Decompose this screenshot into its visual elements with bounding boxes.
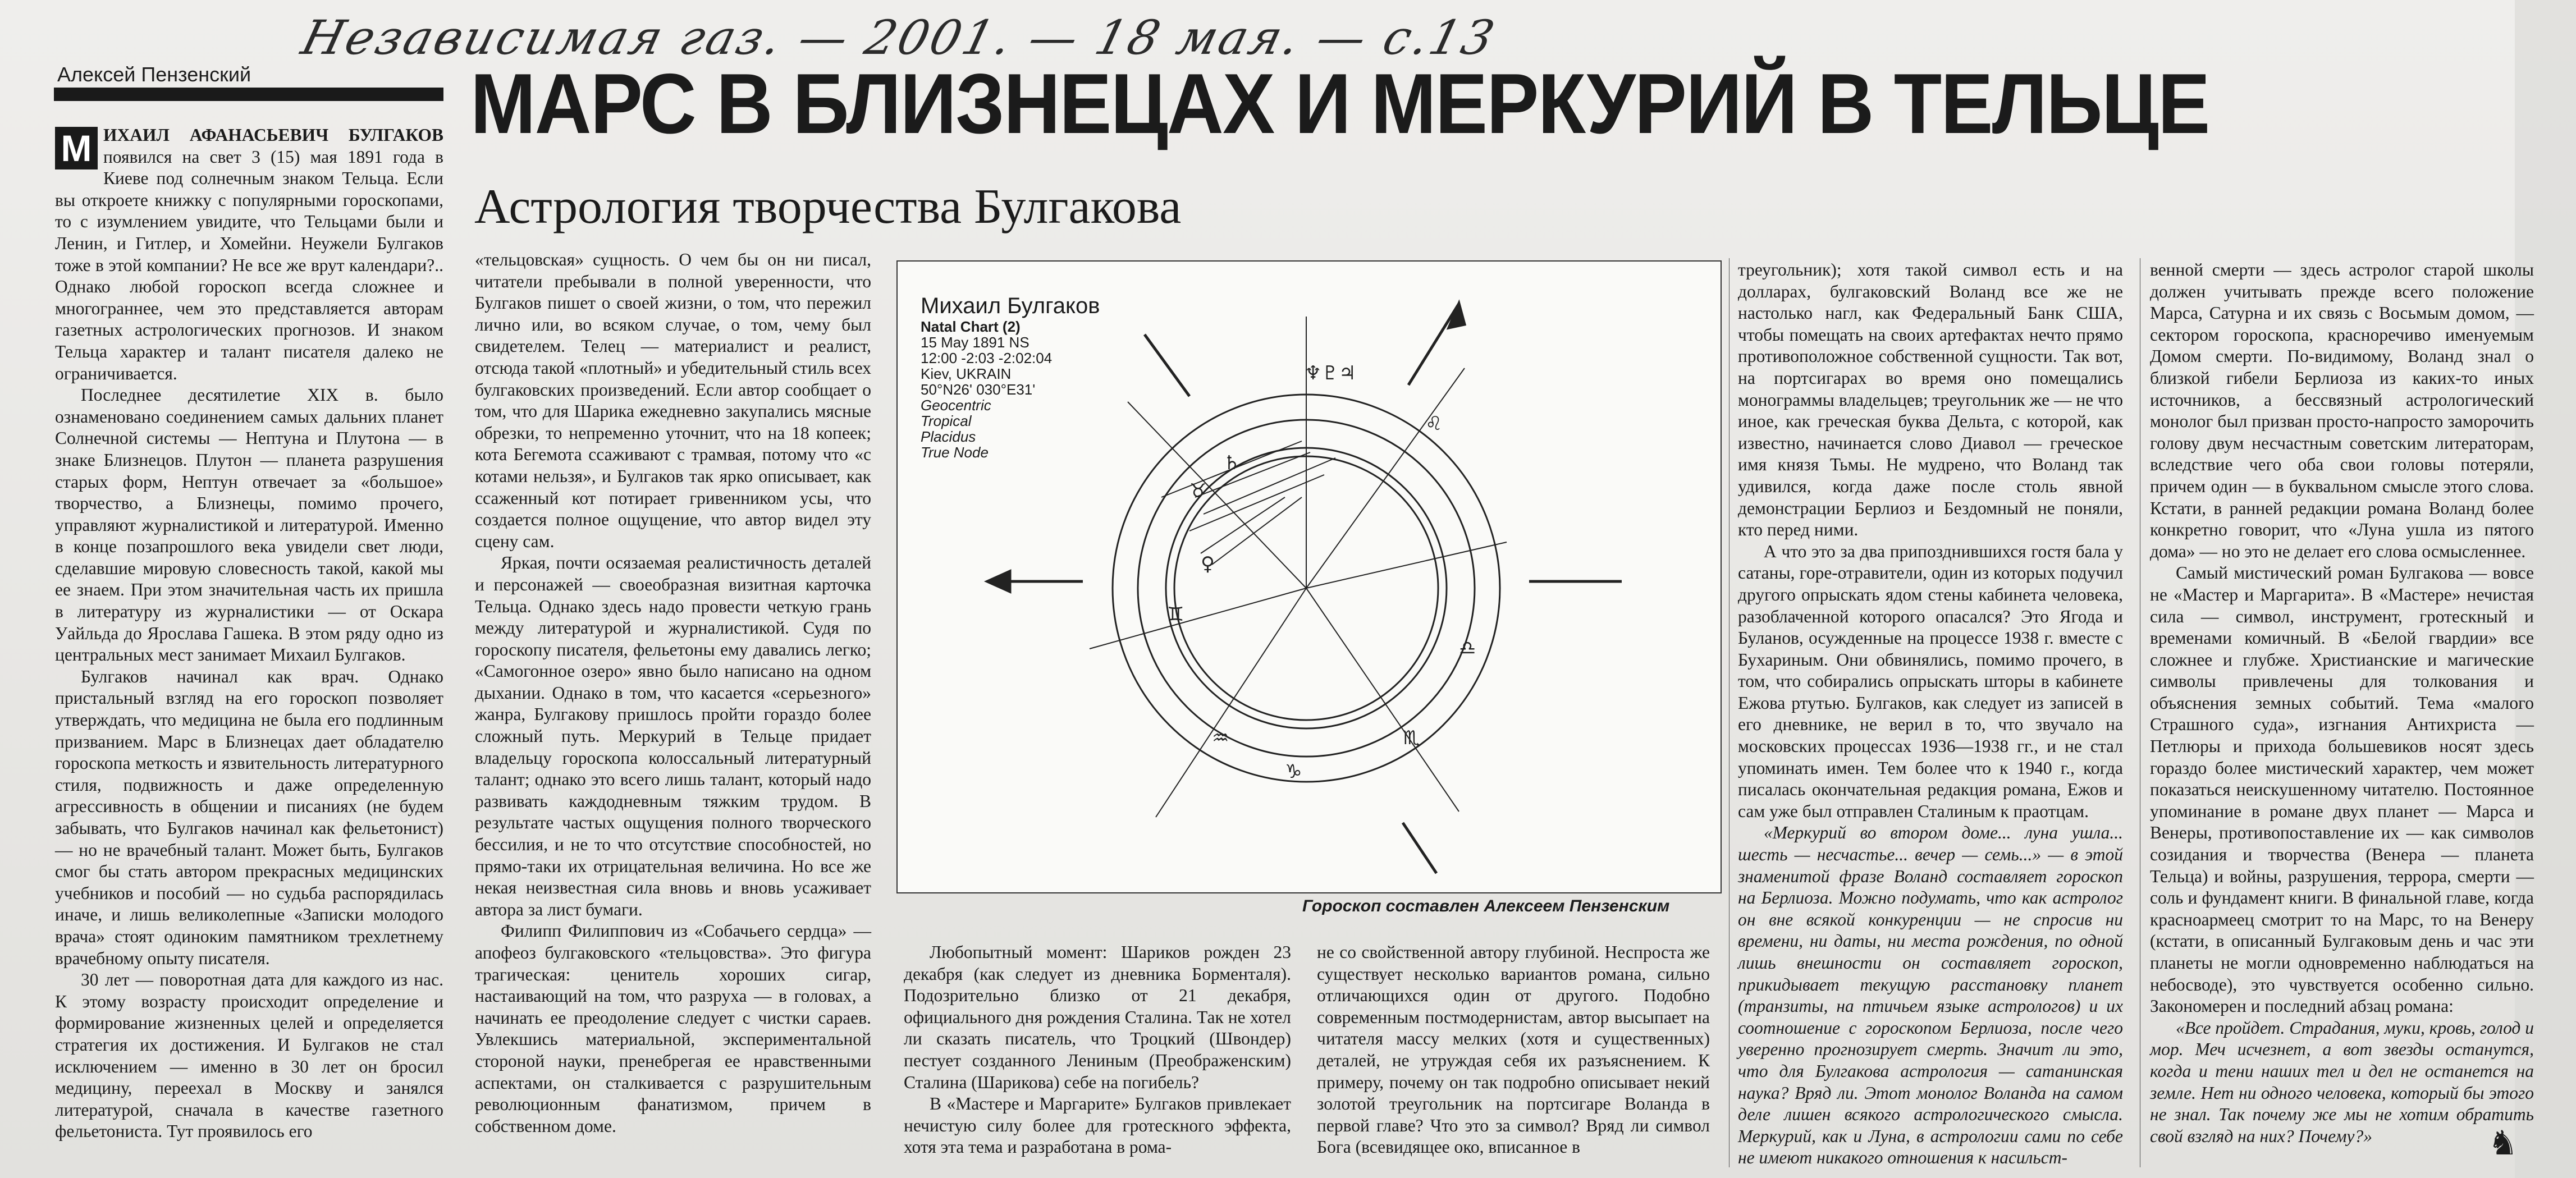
svg-text:♒: ♒ [1212, 727, 1229, 749]
paragraph: В «Мастере и Маргарите» Булгаков привлекает нечистую силу более для гротескного эффекта, хотя эта тема и разработана в рома- [904, 1094, 1291, 1157]
paragraph [55, 125, 443, 384]
paragraph-text: появился на свет 3 (15) мая 1891 года в Киеве под солнечным знаком Тельца. Если вы откроете книжку с популярными гороскопами, то с изумлением увидите, что Тельцами были и Ленин, и Гитлер, и Хомейни. Неужели Булгаков тоже в этой компании? Не все же врут календари?.. Однако любой гороскоп всегда сложнее и многограннее, чем это представляется авторам газетных астрологических прогнозов. И знаком Тельца характер и талант писателя далеко не ограничивается. [55, 146, 443, 383]
paragraph: Яркая, почти осязаемая реалистичность деталей и персонажей — своеобразная визитная карточка Тельца. Однако здесь надо провести четкую грань между литературой и журналистикой. Судя по гороскопу писателя, фельетоны ему давались легко; «Самогонное озеро» явно было написано на одном дыхании. Однако в том, что касается «серьезного» жанра, Булгакову пришлось пройти гораздо более сложный путь. Меркурий в Тельце придает владельцу гороскопа колоссальный литературный талант; однако это всего лишь талант, который надо развивать каждодневным тяжким трудом. В результате частых ощущения полного творческого бессилия, и не то что отсутствие способностей, но прямо-таки их отрицательная величина. Но все же некая неизвестная сила вновь и вновь усаживает автора за лист бумаги. [475, 553, 871, 919]
chart-coords: 50°N26' 030°E31' [921, 381, 1036, 398]
chart-option: Tropical [921, 412, 972, 429]
svg-text:♎: ♎ [1459, 637, 1476, 659]
handwritten-source-note: Независимая газ. — 2001. — 18 мая. — с.13 [296, 10, 1502, 65]
svg-text:♌: ♌ [1425, 412, 1443, 435]
paragraph: треугольник); хотя такой символ есть и на долларах, булгаковский Воланд все же не настолько нагл, как Федеральный Банк США, чтобы помещать на своих артефактах нечто прямо противоположное собственной сущности. Так вот, на портсигарах во время оно помещались монограммы владельцев; треугольник же — не что иное, как греческая буква Дельта, с которой, как известно, начинается слово Диавол — греческое имя князя Тьмы. Не мудрено, что Воланд так удивился, когда даже после столь явной демонстрации Берлиоз и Бездомный не поняли, кто перед ними. [1738, 260, 2123, 540]
column-3 [904, 942, 1291, 1158]
natal-chart-info [921, 293, 1100, 460]
chart-option: True Node [921, 444, 989, 461]
chart-title: Natal Chart (2) [921, 318, 1021, 335]
svg-text:♊: ♊ [1167, 603, 1184, 626]
chart-place: Kiev, UKRAIN [921, 365, 1012, 382]
column-6 [2150, 259, 2534, 1147]
paragraph: венной смерти — здесь астролог старой школы должен учитывать прежде всего положение Марса, Сатурна и их связь с Восьмым домом, — сектором гороскопа, красноречиво именуемым Домом смерти. По-видимому, Воланд знал о близкой гибели Берлиоза из каких-то иных источников, а бессвязный астрологический монолог был призван просто-напросто заморочить голову двум несчастным советским литераторам, вследствие чего оба свои головы потеряли, причем один — в буквальном смысле этого слова. Кстати, в ранней редакции романа Воланд более конкретно говорит, что «Луна ушла из пятого дома» — но это не делает его слова осмысленнее. [2150, 260, 2534, 561]
author-byline: Алексей Пензенский [57, 63, 251, 86]
chart-option: Geocentric [921, 397, 991, 414]
column-5 [1738, 259, 2123, 1169]
paragraph: А что это за два припозднившихся гостя бала у сатаны, горе-отравители, один из которых подучил другого опрыскать ядом стены кабинета человека, разоблаченной которого опасался? Это Ягода и Буланов, осужденные на процессе 1938 г. вместе с Бухариным. Они обвинялись, помимо прочего, в том, что собирались опрыскать шторы в кабинете Ежова ртутью. Булгаков, как следует из записей в его дневнике, не верил в то, что звучало на московских процессах 1936—1938 гг., и не стал упоминать имен. Тем более что к 1940 г., когда писалась окончательная редакция романа, Ежов и сам уже был отправлен Сталиным к праотцам. [1738, 541, 2123, 821]
chart-option: Placidus [921, 428, 976, 445]
paragraph: Любопытный момент: Шариков рожден 23 декабря (как следует из дневника Борменталя). Подозрительно близко от 21 декабря, официального дня рождения Сталина. Так не хотел ли сказать писатель, что Троцкий (Швондер) пестует созданного Лениным (Преображенским) Сталина (Шарикова) себе на погибель? [904, 942, 1291, 1092]
chart-date: 15 May 1891 NS [921, 334, 1030, 351]
headline: МАРС В БЛИЗНЕЦАХ И МЕРКУРИЙ В ТЕЛЬЦЕ [470, 56, 2209, 152]
pegasus-logo-icon: ♞ [2488, 1125, 2518, 1162]
paragraph: «тельцовская» сущность. О чем бы он ни писал, читатели пребывали в полной уверенности, что Булгаков пишет о своей жизни, о том, что пережил лично или, во всяком случае, о том, чему был свидетелем. Телец — материалист и реалист, отсюда такой «плотный» и убедительный стиль всех булгаковских произведений. Если автор сообщает о том, что для Шарика ежедневно закупались мясные обрезки, то непременно уточнит, что на 18 копеек; кота Бегемота ссаживают с трамвая, потому что «с котами нельзя», и Булгаков так ярко описывает, как ссаженный кот потирает гривенником усы, что создается полное ощущение, что автор видел эту сцену сам. [475, 250, 871, 551]
svg-text:♀: ♀ [1201, 553, 1215, 575]
column-2 [475, 249, 871, 1137]
author-rule [54, 88, 443, 101]
paragraph: 30 лет — поворотная дата для каждого из нас. К этому возрасту происходит определение и формирование жизненных целей и определяется стратегия их достижения. И Булгаков не стал исключением — именно в 30 лет он бросил медицину, переехал в Москву и занялся литературой, сначала в качестве газетного фельетониста. Тут проявилось его [55, 970, 443, 1142]
subtitle: Астрология творчества Булгакова [474, 180, 1182, 234]
svg-text:♑: ♑ [1285, 760, 1302, 783]
svg-text:♏: ♏ [1403, 727, 1420, 749]
svg-text:♄: ♄ [1223, 452, 1241, 474]
paragraph: не со свойственной автору глубиной. Неспроста же существует несколько вариантов романа, сильно отличающихся один от другого. Подобно современным постмодернистам, автор высыпает на читателя массу мелких (хотя и существенных) деталей, не утруждая себя их разъяснением. К примеру, почему он так подробно описывает некий золотой треугольник на портсигаре Воланда в первой главе? Что это за символ? Вряд ли символ Бога (всевидящее око, вписанное в [1317, 942, 1710, 1157]
svg-text:♆♇♃: ♆♇♃ [1305, 362, 1356, 384]
chart-time: 12:00 -2:03 -2:02:04 [921, 350, 1053, 366]
drop-cap: М [55, 127, 98, 169]
paragraph: «Меркурий во втором доме... луна ушла... шесть — несчастье... вечер — семь...» — в этой знаменитой фразе Воланд составляет гороскоп на Берлиоза. Можно подумать, что как астролог он вне всякой конкуренции — не спросив ни времени, ни даты, ни места рождения, по одной лишь внешности он составляет гороскоп, прикидывает текущую расстановку планет (транзиты, на птичьем языке астрологов) и их соотношение с гороскопом Берлиоза, после чего уверенно прогнозирует смерть. Значит ли это, что для Булгакова астрология — сатанинская наука? Вряд ли. Этот монолог Воланда на самом деле лишен всякого астрологического смысла. Меркурий, как и Луна, в астрологии сами по себе не имеют никакого отношения к насильст- [1738, 823, 2123, 1168]
chart-name: Михаил Булгаков [921, 294, 1100, 318]
column-1 [55, 125, 443, 1143]
paragraph: Филипп Филиппович из «Собачьего сердца» — апофеоз булгаковского «тельцовства». Это фигура трагическая: ценитель хороших сигар, настаивающий на том, что разруха — в головах, а начинать ее преодоление следует с чистки сараев. Увлекшись материальной, экспериментальной стороной науки, пренебрегая ее нравственными аспектами, он сталкивается с разрушительным революционным фанатизмом, причем в собственном доме. [475, 921, 871, 1136]
paragraph: Самый мистический роман Булгакова — вовсе не «Мастер и Маргарита». В «Мастере» нечистая сила — символ, инструмент, гротескный и временами комичный. В «Белой гвардии» все сложнее и глубже. Христианские и магические символы привлечены для толкования и объяснения земных событий. Тема «малого Страшного суда», изгнания Антихриста — Петлюры и прихода большевиков носят здесь гораздо более мистический характер, чем может показаться неискушенному читателю. Постоянное упоминание в романе двух планет — Марса и Венеры, противопоставление их — как символов созидания и творчества (Венера — планета Тельца) и войны, разрушения, террора, смерти — соль и фундамент книги. В финальной главе, когда красноармеец смотрит то на Марс, то на Венеру (кстати, в описанный Булгаковым день и час эти планеты не могли одновременно наблюдаться на небосводе), это чувствуется особенно сильно. Закономерен и последний абзац романа: [2150, 563, 2534, 1016]
svg-text:♉: ♉ [1189, 480, 1207, 502]
lead-name: ИХАИЛ АФАНАСЬЕВИЧ БУЛГАКОВ [103, 125, 443, 145]
paragraph: Булгаков начинал как врач. Однако пристальный взгляд на его гороскоп позволяет утверждать, что медицина не была его подлинным призванием. Марс в Близнецах дает обладателю гороскопа меткость и язвительность литературного стиля, подвижность и даже определенную агрессивность в общении и писаниях (не будем забывать, что Булгаков начинал как фельетонист) — но не врачебный талант. Может быть, Булгаков смог бы стать автором прекрасных медицинских учебников и пособий — но судьба распорядилась иначе, и лишь великолепные «Записки молодого врача» стоят одиноким памятником трехлетнему врачебному опыту писателя. [55, 666, 443, 968]
paragraph: Последнее десятилетие XIX в. было ознаменовано соединением самых дальних планет Солнечной системы — Нептуна и Плутона — в знаке Близнецов. Плутон — планета разрушения старых форм, Нептун отвечает за «большое» творчество, а Близнецы, помимо прочего, управляют журналистикой и литературой. Именно в конце позапрошлого века увидели свет люди, сделавшие мировую словесность такой, какой мы ее знаем. При этом значительная часть их пришла в литературу из журналистики — от Оскара Уайльда до Ярослава Гашека. В этом ряду одно из центральных мест занимает Михаил Булгаков. [55, 385, 443, 665]
paragraph: «Все пройдет. Страдания, муки, кровь, голод и мор. Меч исчезнет, а вот звезды останутся, когда и тени наших тел и дел не останется на земле. Нет ни одного человека, который бы этого не знал. Так почему же мы не хотим обратить свой взгляд на них? Почему?» [2150, 1017, 2534, 1146]
column-4 [1317, 942, 1710, 1158]
chart-caption: Гороскоп составлен Алексеем Пензенским [1302, 897, 1670, 915]
